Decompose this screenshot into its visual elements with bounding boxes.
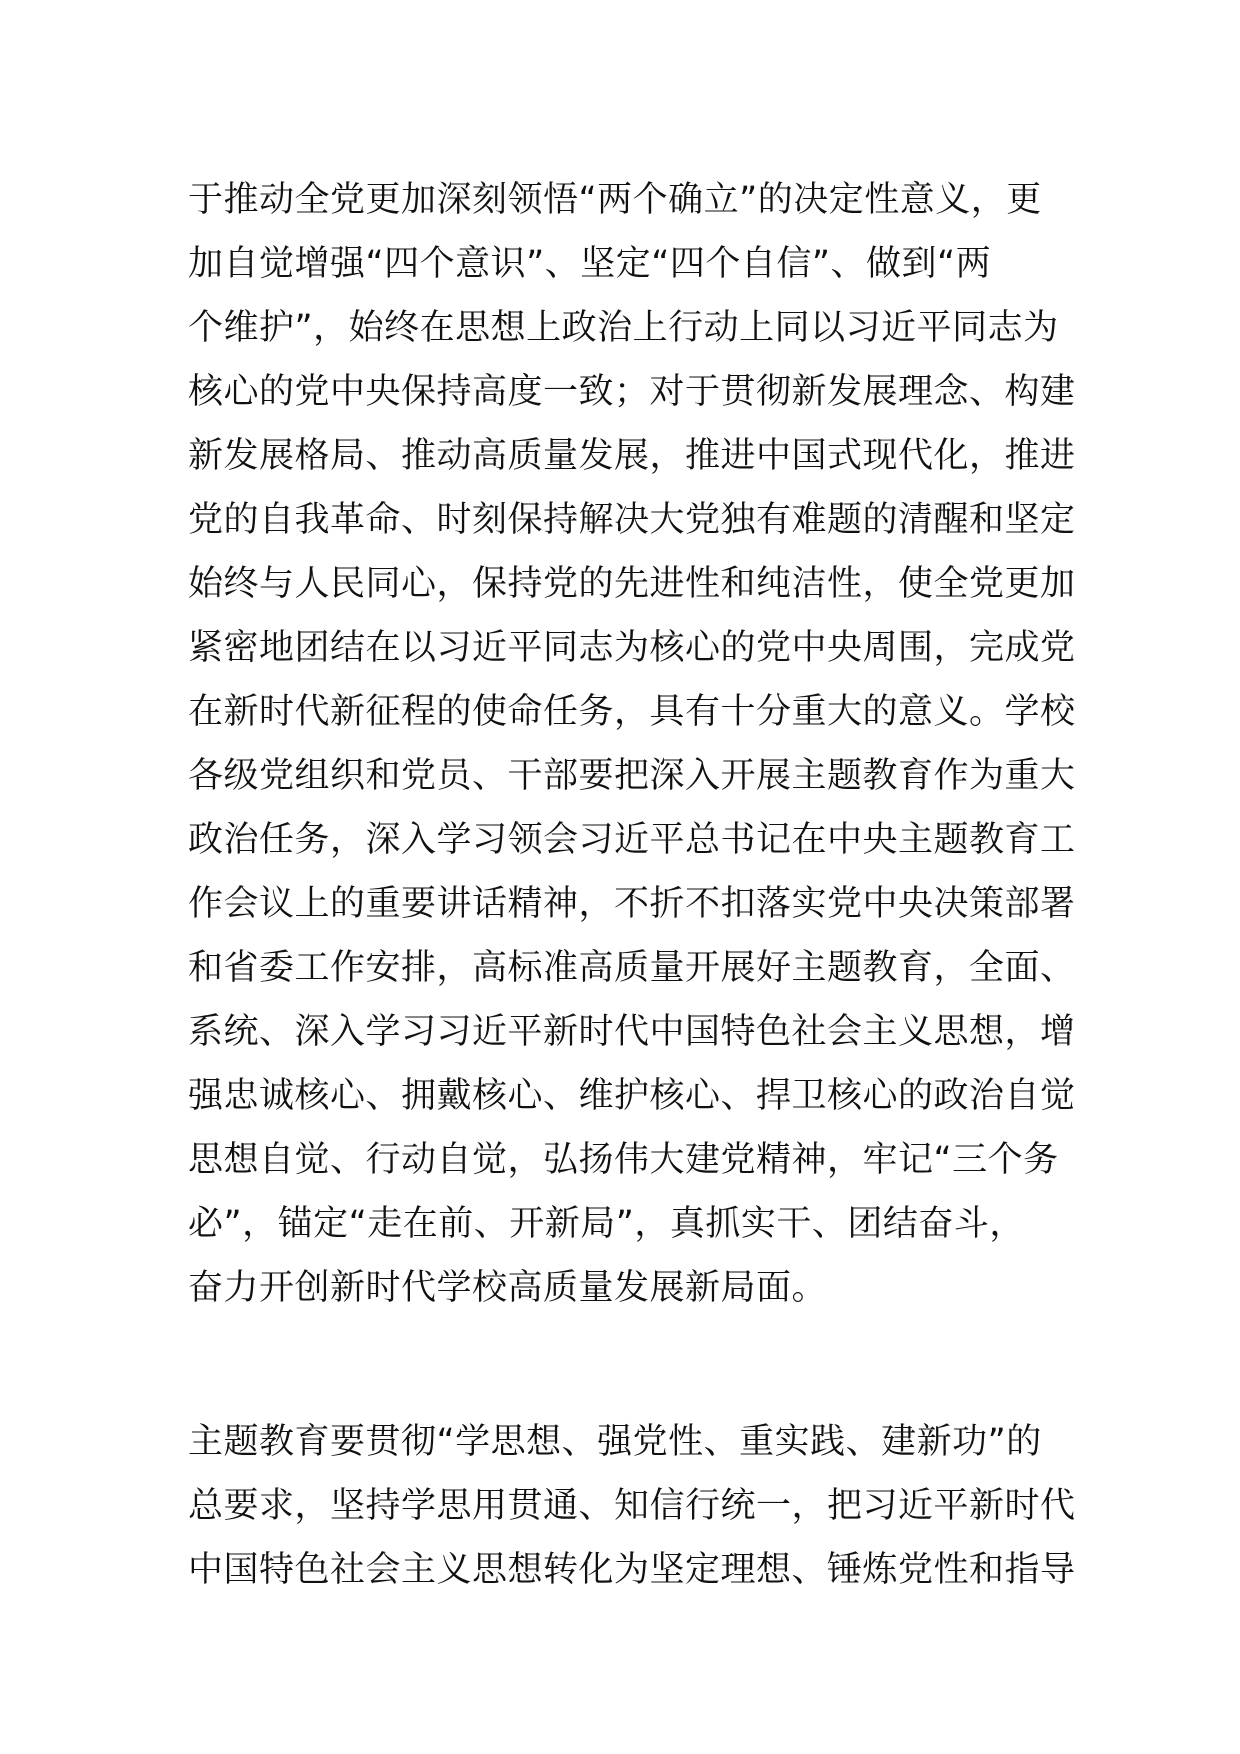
text-line: 政治任务，深入学习领会习近平总书记在中央主题教育工 xyxy=(188,820,1076,860)
text-line: 各级党组织和党员、干部要把深入开展主题教育作为重大 xyxy=(188,756,1076,796)
text-line: 中国特色社会主义思想转化为坚定理想、锤炼党性和指导 xyxy=(188,1550,1076,1590)
text-line: 新发展格局、推动高质量发展，推进中国式现代化，推进 xyxy=(188,436,1076,476)
text-line: 党的自我革命、时刻保持解决大党独有难题的清醒和坚定 xyxy=(188,500,1076,540)
text-line: 紧密地团结在以习近平同志为核心的党中央周围，完成党 xyxy=(188,628,1076,668)
text-line: 作会议上的重要讲话精神，不折不扣落实党中央决策部署 xyxy=(188,884,1076,924)
text-line: 个维护”，始终在思想上政治上行动上同以习近平同志为 xyxy=(188,308,1059,348)
text-line: 主题教育要贯彻“学思想、强党性、重实践、建新功”的 xyxy=(188,1422,1042,1462)
text-line: 必”，锚定“走在前、开新局”，真抓实干、团结奋斗， xyxy=(188,1204,1025,1244)
paragraph-2 xyxy=(188,1410,1076,1602)
text-line: 奋力开创新时代学校高质量发展新局面。 xyxy=(188,1268,828,1308)
text-line: 强忠诚核心、拥戴核心、维护核心、捍卫核心的政治自觉 xyxy=(188,1076,1076,1116)
text-line: 系统、深入学习习近平新时代中国特色社会主义思想，增 xyxy=(188,1012,1076,1052)
text-line: 加自觉增强“四个意识”、坚定“四个自信”、做到“两 xyxy=(188,244,992,284)
text-line: 核心的党中央保持高度一致；对于贯彻新发展理念、构建 xyxy=(188,372,1076,412)
text-line: 总要求，坚持学思用贯通、知信行统一，把习近平新时代 xyxy=(188,1486,1076,1526)
text-line: 思想自觉、行动自觉，弘扬伟大建党精神，牢记“三个务 xyxy=(188,1140,1059,1180)
text-line: 和省委工作安排，高标准高质量开展好主题教育，全面、 xyxy=(188,948,1076,988)
text-line: 于推动全党更加深刻领悟“两个确立”的决定性意义，更 xyxy=(188,180,1042,220)
text-line: 在新时代新征程的使命任务，具有十分重大的意义。学校 xyxy=(188,692,1076,732)
paragraph-1 xyxy=(188,168,1076,1320)
text-line: 始终与人民同心，保持党的先进性和纯洁性，使全党更加 xyxy=(188,564,1076,604)
